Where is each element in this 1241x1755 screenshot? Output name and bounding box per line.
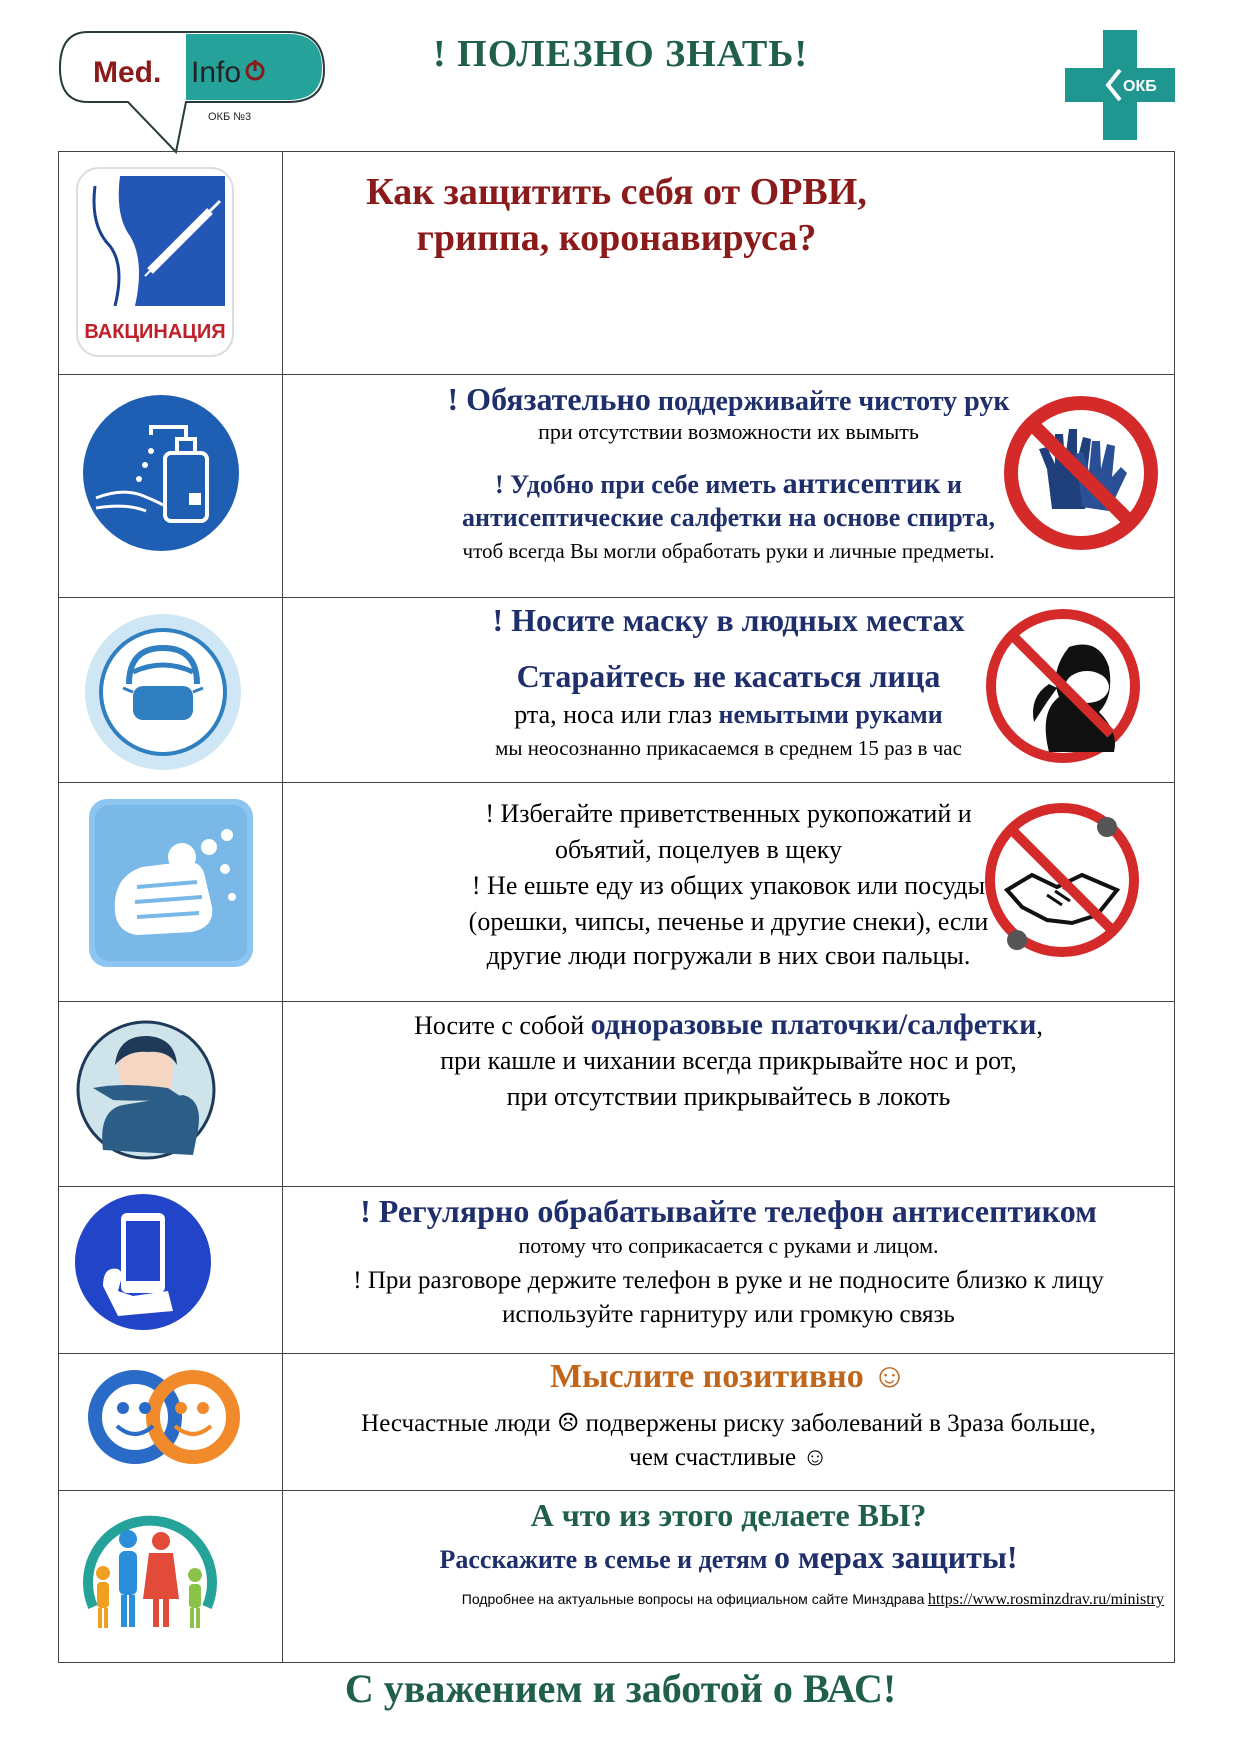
phone-line-4: используйте гарнитуру или громкую связь [502,1301,955,1328]
row-family [59,1491,1174,1662]
family-line-2a: Расскажите в семье и детям [439,1545,768,1574]
row-positive [59,1354,1174,1491]
mask-line-3b: немытыми руками [718,700,943,729]
mask-line-2: Старайтесь не касаться лица [516,658,941,694]
face-mask-icon [83,612,243,772]
handshake-line-1: ! Избегайте приветственных рукопожатий и [485,799,972,828]
row-hands [59,375,1174,598]
tissues-line-3: при отсутствии прикрывайтесь в локоть [506,1082,951,1111]
hands-icon-cell [59,375,283,597]
sanitizer-icon [81,393,241,553]
tissues-line-1c: , [1036,1011,1043,1040]
cough-elbow-icon [73,1010,219,1170]
no-handshake-icon [977,795,1147,965]
row-mask [59,598,1174,783]
tissues-icon-cell [59,1002,283,1186]
phone-sanitize-icon [73,1191,213,1333]
svg-text:Med.: Med. [93,56,162,89]
positive-icon-cell [59,1354,283,1490]
hand-washing-icon [87,797,255,969]
positive-line-3: чем счастливые ☺ [629,1444,828,1471]
family-line-2b: о мерах защиты! [774,1539,1018,1575]
hands-line-1b: поддерживайте чистоту рук [657,386,1010,417]
handshake-line-4: (орешки, чипсы, печенье и другие снеки), если [468,907,989,936]
svg-text:ВАКЦИНАЦИЯ: ВАКЦИНАЦИЯ [84,321,226,343]
family-line-3a: Подробнее на актуальные вопросы на официальном сайте Минздрава [461,1591,925,1607]
handshake-line-3: ! Не ешьте еду из общих упаковок или посуды [471,871,986,900]
row-phone [59,1187,1174,1354]
hands-line-1a: ! Обязательно [447,381,651,417]
mask-icon-cell [59,598,283,782]
row-handshake [59,783,1174,1002]
hands-line-5: чтоб всегда Вы могли обработать руки и личные предметы. [462,539,995,563]
hands-line-3c: и [947,470,963,499]
mask-line-4: мы неосознанно прикасаемся в среднем 15 раз в час [495,736,962,760]
advice-table [58,151,1175,1663]
row-vaccination [59,152,1174,375]
svg-text:Info: Info [191,56,242,89]
handshake-line-2: объятий, поцелуев в щеку [554,835,843,864]
handshake-icon-cell [59,783,283,1001]
okb-cross-logo [1065,30,1175,140]
family-line-1: А что из этого делаете ВЫ? [530,1497,927,1533]
tissues-line-1a: Носите с собой [414,1011,585,1040]
page-title: ! ПОЛЕЗНО ЗНАТЬ! [432,33,808,75]
hands-line-2: при отсутствии возможности их вымыть [538,419,919,444]
phone-line-2: потому что соприкасается с руками и лицом. [518,1233,939,1258]
family-icon [73,1497,227,1641]
row-tissues [59,1002,1174,1187]
minzdrav-link[interactable]: https://www.rosminzdrav.ru/ministry [927,1591,1164,1608]
mask-line-3a: рта, носа или глаз [514,700,713,729]
positive-line-1: Мыслите позитивно ☺ [550,1358,907,1395]
hands-line-4: антисептические салфетки на основе спирта, [462,503,995,532]
title-line-1: Как защитить себя от ОРВИ, [366,171,867,213]
positive-line-2: Несчастные люди ☹ подвержены риску заболеваний в 3раза больше, [361,1410,1096,1437]
no-gloves-icon [997,389,1165,557]
no-touch-face-icon [979,602,1147,770]
mask-line-1: ! Носите маску в людных местах [492,602,965,638]
svg-text:ОКБ: ОКБ [1123,78,1157,95]
tissues-line-1b: одноразовые платочки/салфетки [590,1008,1037,1041]
phone-icon-cell [59,1187,283,1353]
phone-line-3: ! При разговоре держите телефон в руке и не подносите близко к лицу [353,1267,1104,1294]
hands-line-3b: антисептик [782,467,941,500]
smiley-faces-icon [83,1362,243,1472]
hands-line-3a: ! Удобно при себе иметь [494,470,777,499]
family-icon-cell [59,1491,283,1662]
phone-line-1: ! Регулярно обрабатывайте телефон антисептиком [360,1193,1097,1229]
svg-text:ОКБ №3: ОКБ №3 [208,111,252,123]
footer-sign: С уважением и заботой о ВАС! [344,1666,897,1711]
tissues-line-2: при кашле и чихании всегда прикрывайте нос и рот, [440,1046,1017,1075]
handshake-line-5: другие люди погружали в них свои пальцы. [486,941,971,970]
title-line-2: гриппа, коронавируса? [416,217,817,259]
